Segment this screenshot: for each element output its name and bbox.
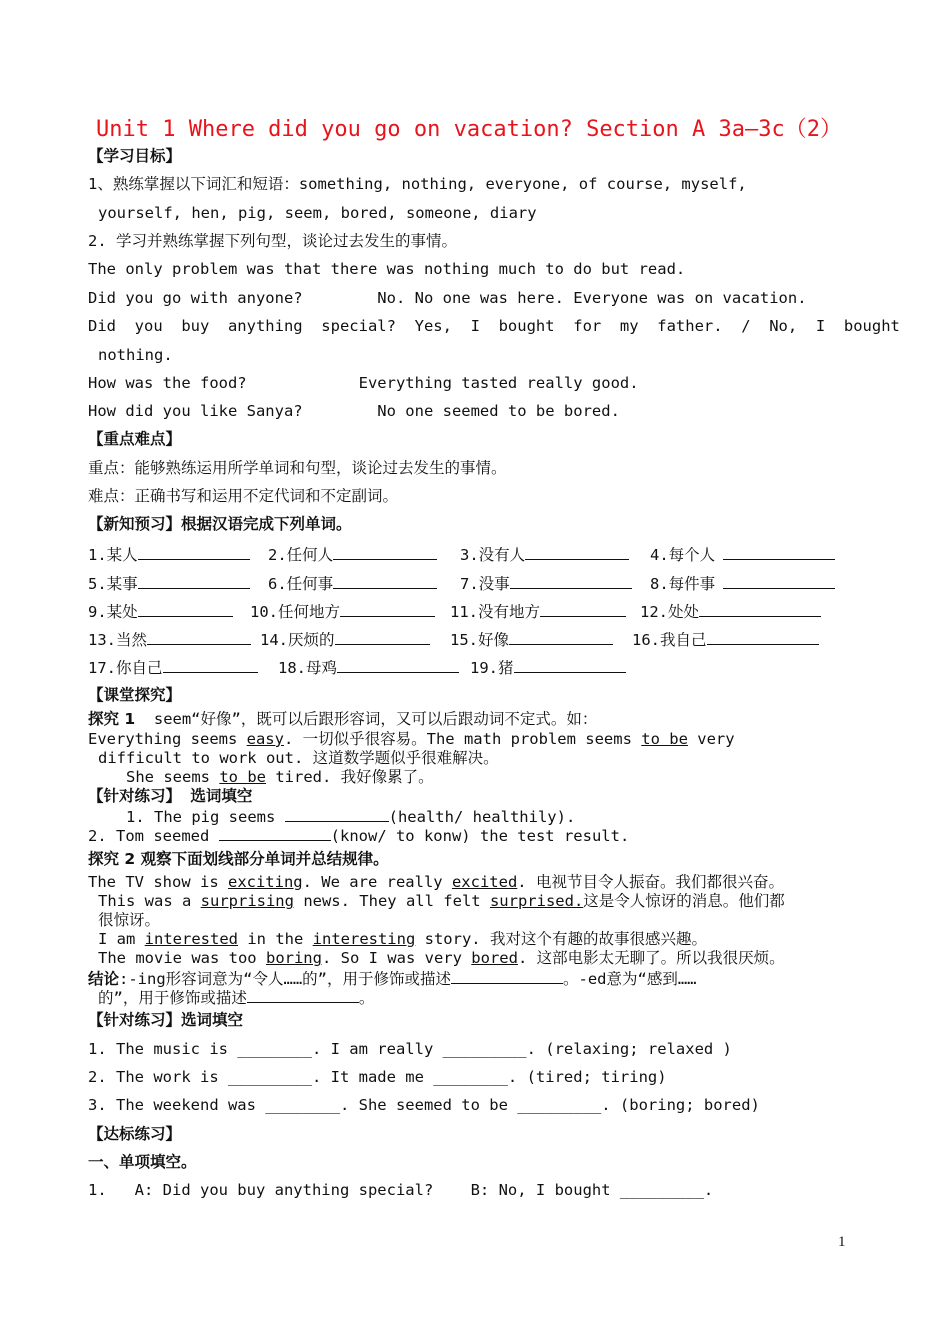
exploration-1-intro: 探究 1 seem“好像”，既可以后跟形容词，又可以后跟动词不定式。如： xyxy=(88,710,598,728)
vocab-item: 9.某处 xyxy=(88,600,233,622)
exploration-2-line-3: 很惊讶。 xyxy=(98,911,161,929)
goal-line-2: 2. 学习并熟练掌握下列句型，谈论过去发生的事情。 xyxy=(88,232,457,250)
goal-line-1a: 1、熟练掌握以下词汇和短语：something, nothing, everyone, of course, myself, xyxy=(88,175,747,193)
conclusion-line-1: 结论:-ing形容词意为“令人……的”，用于修饰或描述 。-ed意为“感到…… xyxy=(88,967,697,989)
exploration-1-example-3: She seems to be tired. 我好像累了。 xyxy=(126,768,434,786)
vocab-item: 15.好像 xyxy=(450,628,613,650)
section-heading-class: 【课堂探究】 xyxy=(88,686,182,704)
vocab-item: 11.没有地方 xyxy=(450,600,626,622)
vocab-item: 8.每件事 xyxy=(650,572,835,594)
exploration-1-example-1: Everything seems easy. 一切似乎很容易。The math problem seems to be very xyxy=(88,730,735,748)
sentence-2: Did you go with anyone? No. No one was here. Everyone was on vacation. xyxy=(88,289,807,307)
section-heading-practice-1: 【针对练习】 选词填空 xyxy=(88,787,253,805)
section-heading-test: 【达标练习】 xyxy=(88,1125,182,1143)
sentence-4: How was the food? Everything tasted really good. xyxy=(88,374,639,392)
section-heading-goals: 【学习目标】 xyxy=(88,147,182,165)
section-heading-preview: 【新知预习】根据汉语完成下列单词。 xyxy=(88,515,352,533)
vocab-item: 12.处处 xyxy=(640,600,821,622)
vocab-item: 10.任何地方 xyxy=(250,600,435,622)
practice-1-item-2: 2. Tom seemed (know/ to konw) the test result. xyxy=(88,824,629,846)
exploration-2-line-5: The movie was too boring. So I was very bored. 这部电影太无聊了。所以我很厌烦。 xyxy=(98,949,785,967)
key-point-2: 难点：正确书写和运用不定代词和不定副词。 xyxy=(88,487,399,505)
test-question-1: 1. A: Did you buy anything special? B: No, I bought _________. xyxy=(88,1181,714,1199)
section-heading-key: 【重点难点】 xyxy=(88,430,182,448)
exploration-2-line-2: This was a surprising news. They all felt surprised.这是令人惊讶的消息。他们都 xyxy=(98,892,785,910)
sentence-3a: Did you buy anything special? Yes, I bought for my father. / No, I bought xyxy=(88,317,900,335)
practice-2-item-3: 3. The weekend was ________. She seemed to be _________. (boring; bored) xyxy=(88,1096,760,1114)
key-point-1: 重点：能够熟练运用所学单词和句型，谈论过去发生的事情。 xyxy=(88,459,507,477)
vocab-item: 1.某人 xyxy=(88,543,250,565)
vocab-item: 16.我自己 xyxy=(632,628,819,650)
practice-2-item-1: 1. The music is ________. I am really _________. (relaxing; relaxed ) xyxy=(88,1040,732,1058)
vocab-item: 4.每个人 xyxy=(650,543,835,565)
exploration-2-heading: 探究 2 观察下面划线部分单词并总结规律。 xyxy=(88,850,389,868)
section-heading-practice-2: 【针对练习】选词填空 xyxy=(88,1011,244,1029)
vocab-item: 7.没事 xyxy=(460,572,632,594)
exploration-2-line-1: The TV show is exciting. We are really excited. 电视节目令人振奋。我们都很兴奋。 xyxy=(88,873,784,891)
goal-line-1b: yourself, hen, pig, seem, bored, someone, diary xyxy=(98,204,537,222)
vocab-item: 17.你自己 xyxy=(88,656,258,678)
vocab-item: 18.母鸡 xyxy=(278,656,459,678)
vocab-item: 19.猪 xyxy=(470,656,626,678)
sentence-3b: nothing. xyxy=(98,346,173,364)
exploration-2-line-4: I am interested in the interesting story. 我对这个有趣的故事很感兴趣。 xyxy=(98,930,707,948)
vocab-item: 14.厌烦的 xyxy=(260,628,430,650)
vocab-item: 5.某事 xyxy=(88,572,250,594)
page-title: Unit 1 Where did you go on vacation? Section A 3a—3c（2） xyxy=(96,117,842,142)
page-number: 1 xyxy=(838,1234,846,1250)
test-part-1-heading: 一、单项填空。 xyxy=(88,1153,197,1171)
vocab-item: 3.没有人 xyxy=(460,543,629,565)
exploration-1-example-2: difficult to work out. 这道数学题似乎很难解决。 xyxy=(98,749,499,767)
vocab-item: 2.任何人 xyxy=(268,543,437,565)
vocab-item: 6.任何事 xyxy=(268,572,437,594)
conclusion-line-2: 的”，用于修饰或描述 。 xyxy=(98,986,374,1008)
sentence-5: How did you like Sanya? No one seemed to be bored. xyxy=(88,402,620,420)
vocab-item: 13.当然 xyxy=(88,628,251,650)
practice-1-item-1: 1. The pig seems (health/ healthily). xyxy=(126,805,575,827)
sentence-1: The only problem was that there was nothing much to do but read. xyxy=(88,260,686,278)
practice-2-item-2: 2. The work is _________. It made me ________. (tired; tiring) xyxy=(88,1068,667,1086)
